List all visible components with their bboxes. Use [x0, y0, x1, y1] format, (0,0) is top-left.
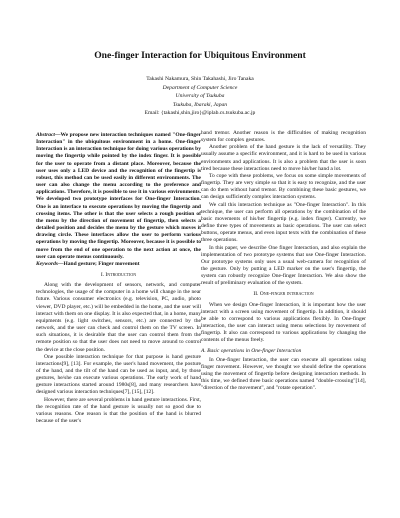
author-block: [0, 75, 400, 118]
paragraph: We call this interaction technique as "One-finger Interaction". In this technique, the user can perform all operations by the combination of the basic movements of his/her fingertip (e.g. index finger). Currently, we define three types of movements as basic operations. The user can select buttons, operate menus, and even input texts with the combination of these three operations.: [201, 201, 366, 244]
paragraph: In this paper, we describe One finger Interaction, and also explain the implementation of two prototype systems that use One-finger Interaction. Our prototype systems only uses a usual web-camera for recognition of the gesture. Only by putting a LED marker on the user's fingertip, the system can robustly recognize One-finger Interaction. We also show the result of preliminary evaluation of the system.: [201, 244, 366, 287]
section-heading-one-finger: II. One-finger interaction: [253, 291, 314, 298]
keywords-lead: Keywords: [36, 260, 58, 267]
author-university: University of Tsukuba: [175, 93, 225, 100]
paragraph: In One-finger Interaction, the user can execute all operations using finger movement. However, we thought we should define the operations using the movement of fingertip before designing interaction methods. In this time, we defined three basic operations named "double-crossing"[14], "direction of the movement", and "rotate operation".: [201, 356, 366, 392]
abstract-text: —We propose new interaction techniques named "One-finger Interaction" in the ubiquitous environment in a home. One-finger Interaction is an interaction technique for doing various operations by moving the fingertip while pointed by the index finger. It is possible for the user to operate from a distant place. Moreover, because the user uses only a LED device and the recognition of the fingertip is robust, this method can be used easily in different environments. The user can also change the menu according to the preference and applications. Therefore, it is possible to use it in various environments. We developed two prototype interfaces for One-finger Interaction. One is an interface to execute operations by moving the fingertip and crossing items. The other is that the user selects a rough position of the menu by the direction of movement of fingertip, then selects a detailed position and decides the menu by the gesture which moves it drawing circle. These interfaces allow the user to perform various operations by moving the fingertip. Moreover, because it is possible to move from the end of one operation to the next action at once, the user can operate menus continuously.: [36, 132, 201, 260]
subsection-heading-basic-operations: A. Basic operations in One-finger Interaction: [201, 347, 302, 354]
abstract-lead: Abstract: [36, 132, 55, 138]
author-names: Takashi Nakamura, Shin Takahashi, Jiro Tanaka: [146, 76, 254, 82]
right-column: [201, 130, 366, 392]
author-location: Tsukuba, Ibaraki, Japan: [172, 101, 228, 108]
abstract: [36, 132, 201, 261]
paragraph: hand tremor. Another reason is the difficulties of making recognition system for complex gestures.: [201, 130, 366, 144]
paragraph: To cope with these problems, we focus on some simple movements of fingertip. They are very simple so that it is easy to recognize, and the user can do them without hand tremor. By combining these basic gestures, we can design sufficiently complex interaction systems.: [201, 172, 366, 201]
paragraph: Another problem of the hand gesture is the lack of versatility. They usually assume a specific environment, and it is hard to be used in various environments and applications. It is also a problem that the user is soon tired because these interactions need to move his/her hand a lot.: [201, 144, 366, 172]
author-department: Department of Computer Science: [162, 84, 238, 91]
author-email: Email: {takashi,shin,jiro}@iplab.cs.tsukuba.ac.jp: [144, 110, 256, 117]
left-column: [36, 132, 201, 425]
paragraph: When we design One-finger Interaction, it is important how the user interact with a screen using movement of fingertip. In addition, it should be able to correspond to various applications flexibly. In One-finger interaction, the user can interact using menu selections by movement of fingertip. It also can correspond to various applications by changing the contents of the menus freely.: [201, 301, 366, 344]
paragraph: However, there are several problems in hand gesture interactions. First, the recognition rate of the hand gesture is usually not so good due to various reasons. One reason is that the position of the hand is blurred because of the user's: [36, 396, 201, 425]
paper-title: One-finger Interaction for Ubiquitous Environment: [94, 50, 306, 61]
keywords: [36, 261, 201, 268]
section-heading-introduction: I. Introduction: [100, 271, 137, 278]
keywords-text: —Hand gesture; Finger movement: [58, 260, 140, 267]
paragraph: Along with the development of sensors, network, and computer technologies, the usage of the computer in a home will change in the near future. Various consumer electronics (e.g. television, PC, audio, photo viewer, DVD player, etc.) will be embedded in the home, and the user will interact with them on one display. It is also expected that, in a home, many equipments (e.g. light switches, sensors, etc.) are connected by the network, and the user can check and control them on the TV screen. In such situations, it is desirable that the user can control them from the remote position so that the user does not need to move around to control the device at the close position.: [36, 282, 201, 353]
paragraph: One possible interaction technique for that purpose is hand gesture interactions[9], [13]. For example, the user's hand movement, the posture of the hand, and the tilt of the hand can be used as input, and, by those gestures, he/she can execute various operations. The early work of hand gesture interactions started around 1980s[8], and many researchers have designed various interaction techniques[7], [15], [12].: [36, 353, 201, 396]
